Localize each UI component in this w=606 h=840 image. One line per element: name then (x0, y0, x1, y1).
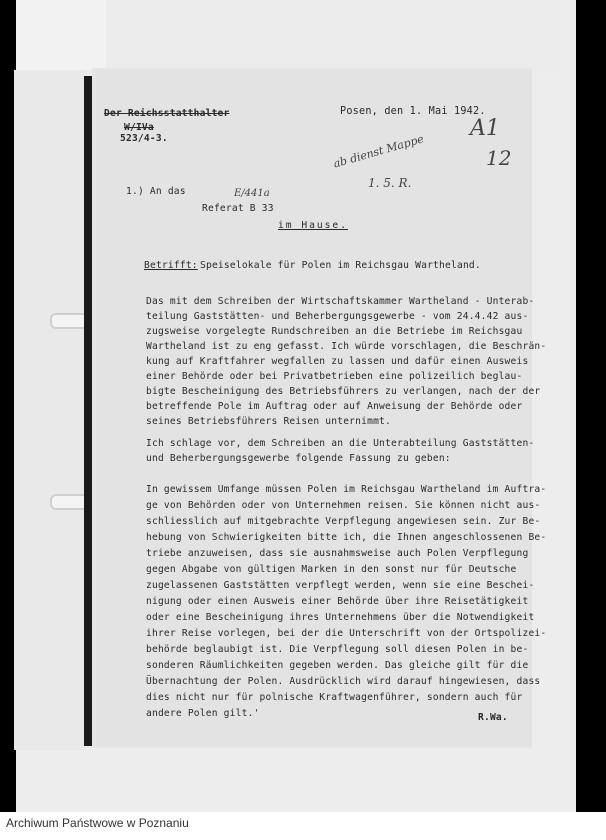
body-line: Wartheland ist zu eng gefasst. Ich würde vorschlagen, die Beschrän- (146, 341, 547, 352)
body-line: teilung Gaststätten- und Beherbergungsgewerbe - vom 24.4.42 aus- (146, 311, 529, 322)
body-line: In gewissem Umfange müssen Polen im Reichsgau Wartheland im Auftra- (146, 484, 547, 495)
body-line: oder eine Bescheinigung ihres Unternehmens über die Notwendigkeit (146, 612, 535, 623)
body-line: Das mit dem Schreiben der Wirtschaftskammer Wartheland - Unterab- (146, 296, 535, 307)
subject-label: Betrifft: (144, 260, 198, 271)
archive-credit: Archiwum Państwowe w Poznaniu (6, 816, 189, 830)
subject-text: Speiselokale für Polen im Reichsgau Wartheland. (200, 260, 481, 271)
body-line: ge von Behörden oder von Unternehmen reisen. Sie können nicht aus- (146, 500, 541, 511)
body-line: hebung von Schwierigkeiten bitte ich, die Ihnen angeschlossenen Be- (146, 532, 547, 543)
ref-struck: W/IVa (124, 122, 154, 133)
body-line: Übernachtung der Polen. Ausdrücklich wird darauf hingewiesen, dass (146, 676, 541, 687)
signature-initials: R.Wa. (478, 712, 508, 723)
body-line: seines Betriebsführers Reisen unternimmt. (146, 416, 392, 427)
body-line: zugsweise vorgelegte Rundschreiben an die Betriebe im Reichsgau (146, 326, 523, 337)
board-top-strip (106, 0, 558, 70)
handwritten-ref: E/441a (234, 188, 270, 199)
body-line: gegen Abgabe von gültigen Marken in den sonst nur für Deutsche (146, 564, 517, 575)
handwritten-note-date: 1. 5. R. (368, 176, 412, 190)
body-line: ihrer Reise vorlegen, bei der die Unterschrift von der Ortspolizei- (146, 628, 547, 639)
body-line: triebe anzuweisen, dass sie ausnahmsweise auch Polen Verpflegung (146, 548, 529, 559)
page-number: 12 (486, 146, 512, 170)
address-line: 1.) An das (126, 186, 186, 197)
body-line: betreffende Pole im Auftrag oder auf Anweisung der Behörde oder (146, 401, 523, 412)
body-line: und Beherbergungsgewerbe folgende Fassung zu geben: (146, 453, 451, 464)
body-line: kung auf Kraftfahrer wegfallen zu lassen und dafür einen Ausweis (146, 356, 529, 367)
place-date: Posen, den 1. Mai 1942. (340, 106, 486, 117)
body-line: behörde beglaubigt ist. Die Verpflegung soll diesen Polen in be- (146, 644, 529, 655)
body-line: zugelassenen Gaststätten verpflegt werden, wenn sie eine Beschei- (146, 580, 535, 591)
body-line: Ich schlage vor, dem Schreiben an die Unterabteilung Gaststätten- (146, 438, 535, 449)
body-line: sonderen Räumlichkeiten gegeben werden. Das gleiche gilt für die (146, 660, 529, 671)
address-line: im Hause. (278, 220, 348, 231)
handwritten-note: ab dienst Mappe (332, 132, 426, 171)
body-line: schliesslich auf mitgebrachte Verpflegung angewiesen sein. Zur Be- (146, 516, 541, 527)
folder-cover (14, 70, 86, 750)
body-line: dies nicht nur für polnische Kraftwagenführer, sondern auch für (146, 692, 523, 703)
address-line: Referat B 33 (202, 203, 274, 214)
folder-edge (84, 76, 92, 746)
board-corner (16, 0, 106, 70)
corner-mark: A1 (470, 116, 500, 141)
sender-struck: Der Reichsstatthalter (104, 108, 230, 119)
body-line: nigung oder einen Ausweis einer Behörde über ihre Reisetätigkeit (146, 596, 529, 607)
ref-number: 523/4-3. (120, 133, 168, 144)
body-line: bigte Bescheinigung des Betriebsführers zu verlangen, nach der der (146, 386, 541, 397)
body-line: einer Behörde oder bei Privatbetrieben eine polizeilich beglau- (146, 371, 523, 382)
body-line: andere Polen gilt.' (146, 708, 260, 719)
